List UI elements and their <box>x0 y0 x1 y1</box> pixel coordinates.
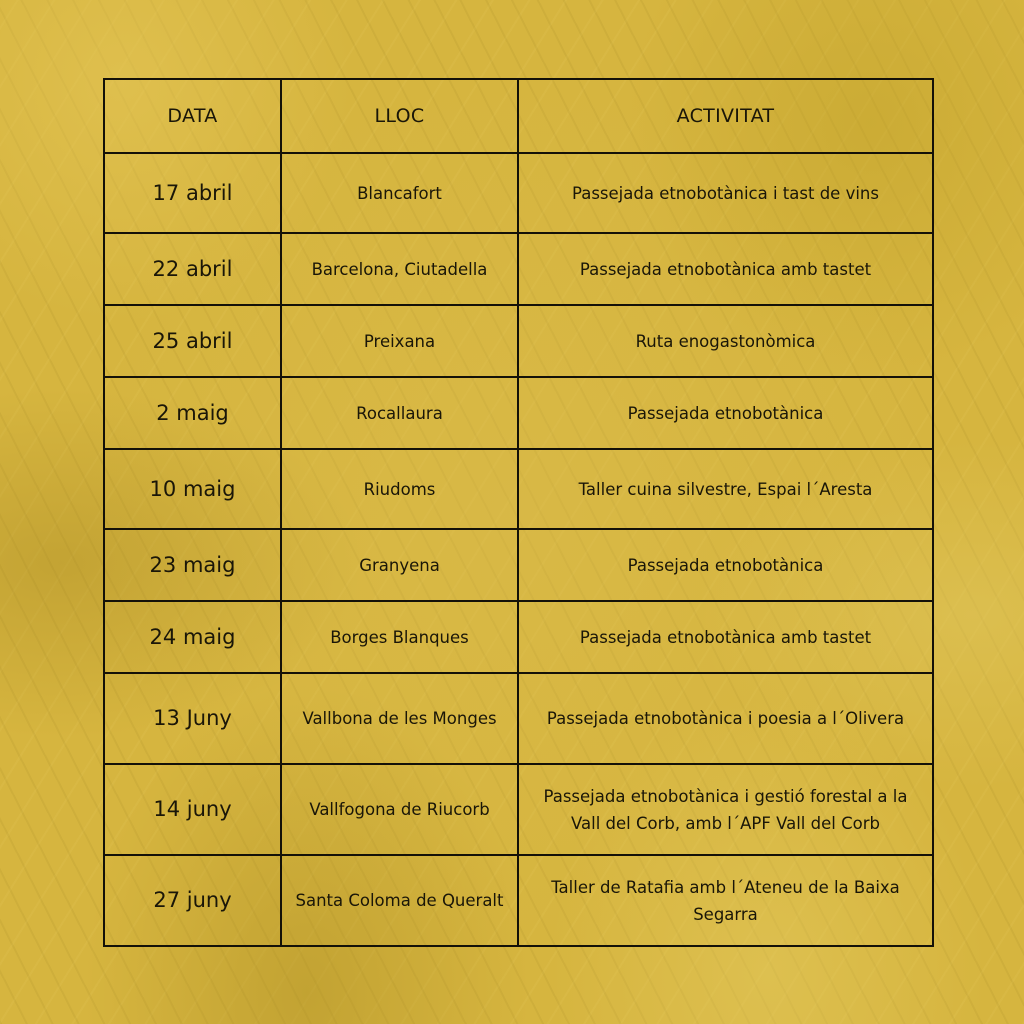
place-cell: Granyena <box>281 529 518 601</box>
date-cell: 13 Juny <box>104 673 281 764</box>
date-cell: 23 maig <box>104 529 281 601</box>
place-cell: Barcelona, Ciutadella <box>281 233 518 305</box>
place-cell: Santa Coloma de Queralt <box>281 855 518 946</box>
place-cell: Rocallaura <box>281 377 518 449</box>
header-date: DATA <box>104 79 281 153</box>
place-cell: Blancafort <box>281 153 518 233</box>
table-row <box>104 305 933 377</box>
date-cell: 22 abril <box>104 233 281 305</box>
activity-cell: Ruta enogastonòmica <box>518 305 933 377</box>
date-cell: 10 maig <box>104 449 281 529</box>
table-row <box>104 377 933 449</box>
activity-cell: Passejada etnobotànica <box>518 529 933 601</box>
activity-cell: Taller cuina silvestre, Espai l´Aresta <box>518 449 933 529</box>
table-row <box>104 855 933 946</box>
activity-cell: Passejada etnobotànica i tast de vins <box>518 153 933 233</box>
activity-cell: Passejada etnobotànica amb tastet <box>518 233 933 305</box>
header-place: LLOC <box>281 79 518 153</box>
place-cell: Riudoms <box>281 449 518 529</box>
date-cell: 24 maig <box>104 601 281 673</box>
table-row <box>104 153 933 233</box>
date-cell: 14 juny <box>104 764 281 855</box>
activity-cell: Passejada etnobotànica amb tastet <box>518 601 933 673</box>
date-cell: 25 abril <box>104 305 281 377</box>
table-row <box>104 673 933 764</box>
table-header-row <box>104 79 933 153</box>
activities-table <box>103 78 934 947</box>
place-cell: Borges Blanques <box>281 601 518 673</box>
table-row <box>104 601 933 673</box>
activity-cell: Passejada etnobotànica i gestió forestal a la Vall del Corb, amb l´APF Vall del Corb <box>518 764 933 855</box>
date-cell: 17 abril <box>104 153 281 233</box>
activity-cell: Taller de Ratafia amb l´Ateneu de la Baixa Segarra <box>518 855 933 946</box>
place-cell: Preixana <box>281 305 518 377</box>
activity-cell: Passejada etnobotànica i poesia a l´Olivera <box>518 673 933 764</box>
date-cell: 27 juny <box>104 855 281 946</box>
date-cell: 2 maig <box>104 377 281 449</box>
place-cell: Vallbona de les Monges <box>281 673 518 764</box>
table-row <box>104 449 933 529</box>
header-activity: ACTIVITAT <box>518 79 933 153</box>
table-row <box>104 529 933 601</box>
activity-cell: Passejada etnobotànica <box>518 377 933 449</box>
table-row <box>104 233 933 305</box>
place-cell: Vallfogona de Riucorb <box>281 764 518 855</box>
table-row <box>104 764 933 855</box>
